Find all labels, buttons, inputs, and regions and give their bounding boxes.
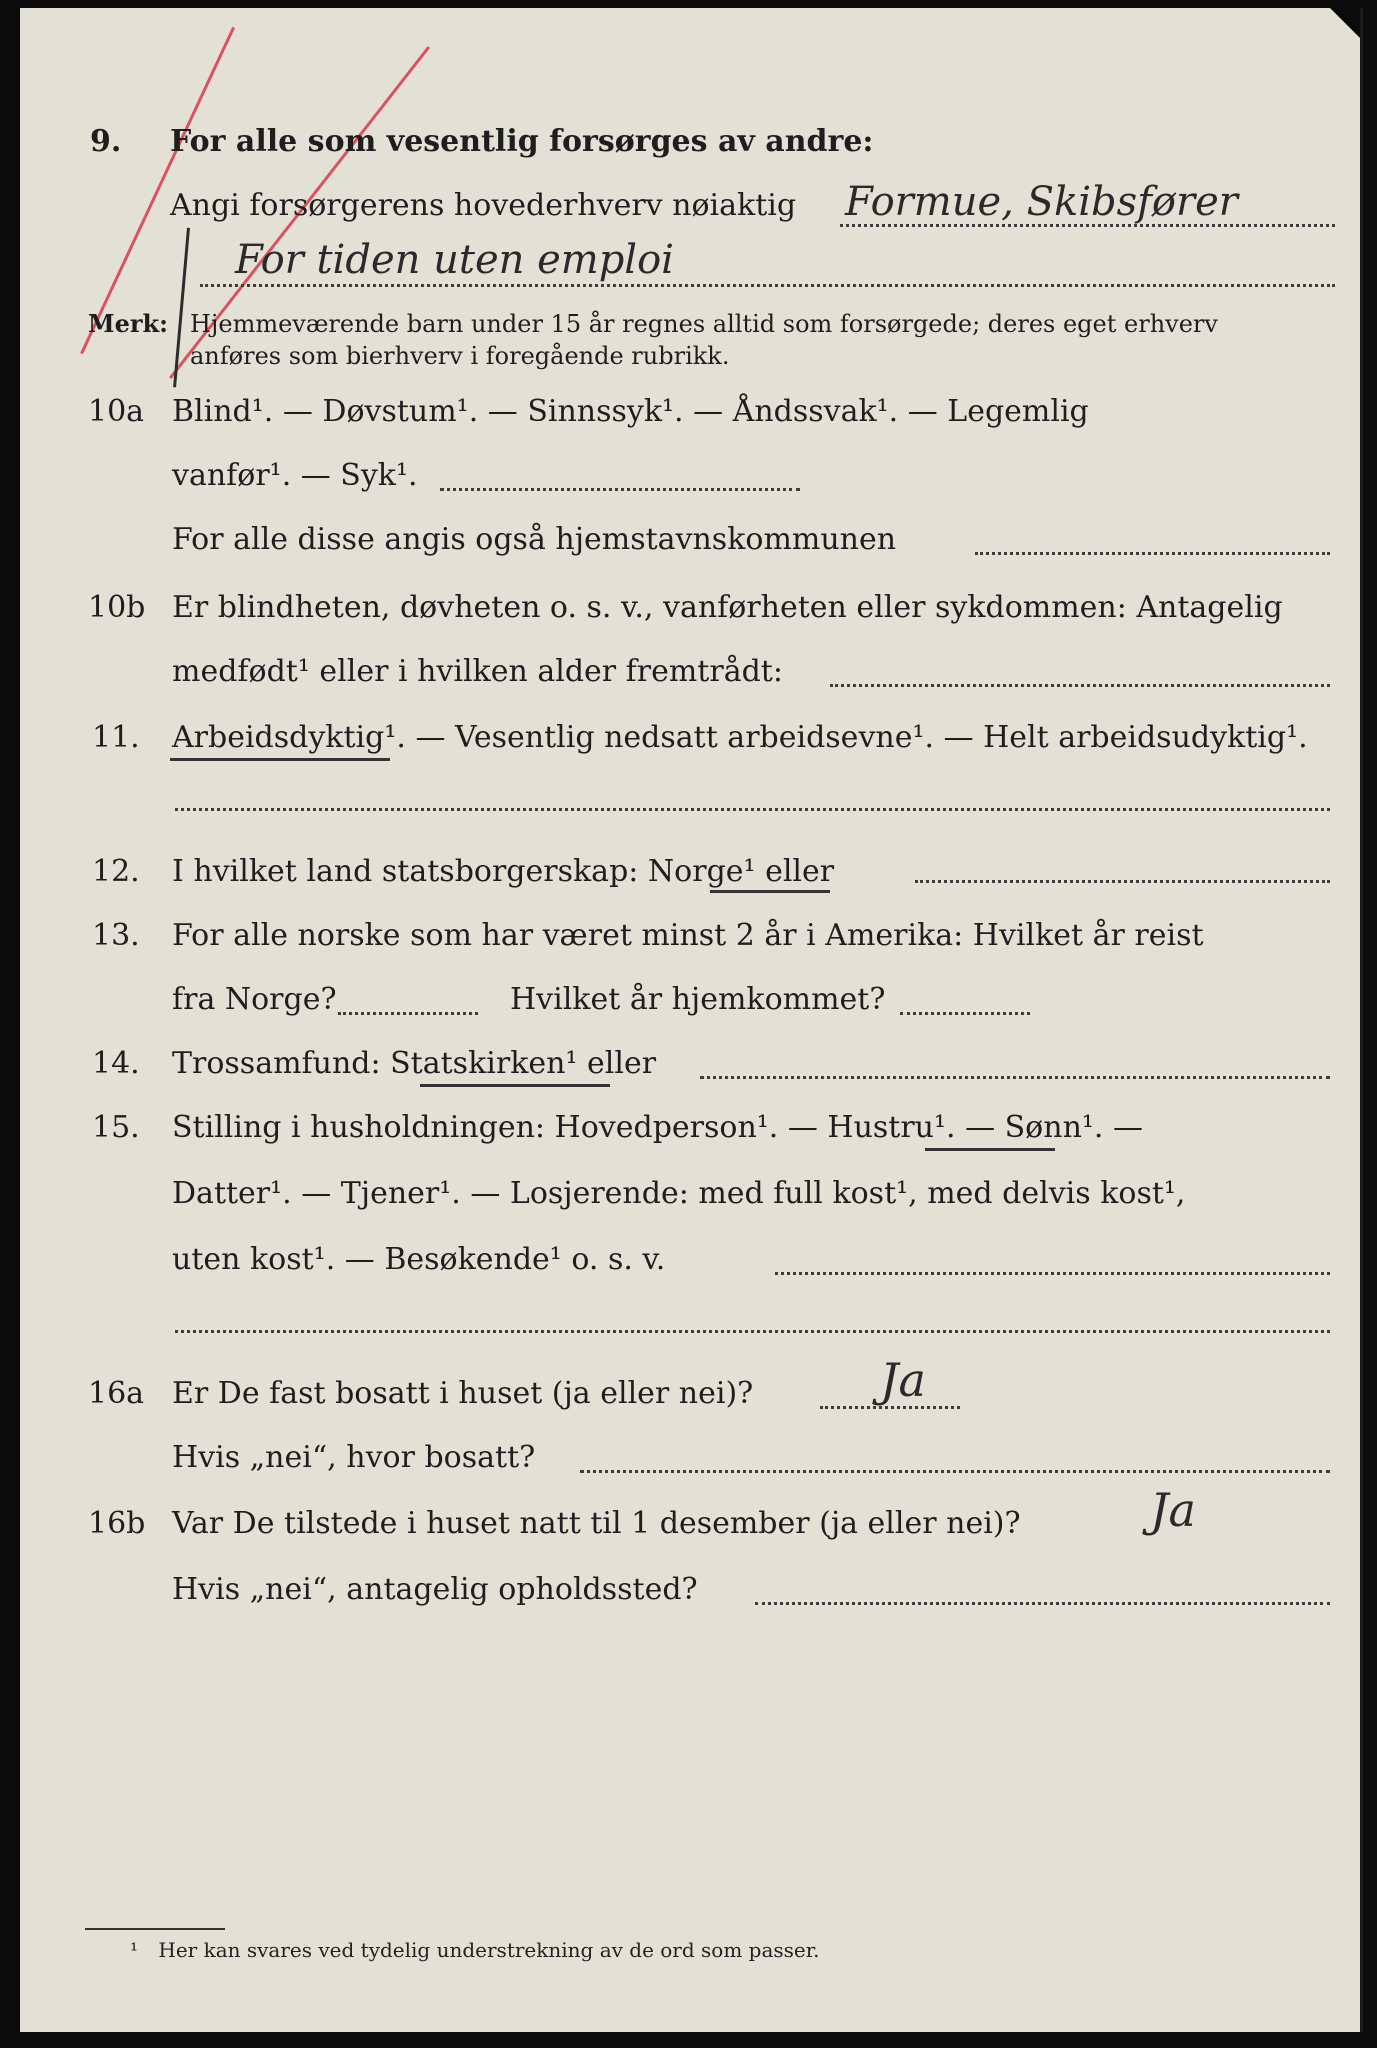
merk-label: Merk: [88, 309, 168, 338]
q10b-text-2: medfødt¹ eller i hvilken alder fremtrådt: [172, 654, 783, 689]
q15-row-2 [20, 1168, 1360, 1220]
q15-row-3 [20, 1234, 1360, 1286]
q16b-row-1 [20, 1483, 1360, 1550]
q9-answer-line-2 [200, 284, 1335, 287]
q10a-hometown-line [975, 552, 1330, 555]
q16a-row-1 [20, 1353, 1360, 1420]
q9-answer-line [840, 224, 1335, 227]
q16a-row-2 [20, 1432, 1360, 1484]
q13-text-1: For alle norske som har været minst 2 år i Amerika: Hvilket år reist [172, 918, 1204, 953]
q16b-answer[interactable]: Ja [1150, 1483, 1196, 1537]
q9-row-1 [20, 116, 1360, 168]
q9-occupation-answer[interactable]: Formue, Skibsfører [845, 179, 1238, 225]
q10a-text-3: For alle disse angis også hjemstavnskommunen [172, 522, 897, 557]
q12-number: 12. [92, 854, 140, 889]
q12-row-1 [20, 846, 1360, 898]
q10a-row-3 [20, 514, 1360, 566]
q13-left-line [338, 1012, 478, 1015]
q13-row-1 [20, 910, 1360, 962]
q10b-answer-line [830, 684, 1330, 687]
q12-underline-norge [710, 890, 830, 893]
q15-answer-line [775, 1272, 1330, 1275]
q9-heading: For alle som vesentlig forsørges av andre: [170, 124, 874, 159]
q16a-answer-line [820, 1406, 960, 1409]
q15-row-1 [20, 1102, 1360, 1154]
merk-text-1: Hjemmeværende barn under 15 år regnes alltid som forsørgede; deres eget erhverv [190, 310, 1218, 338]
q16b-row-2 [20, 1564, 1360, 1616]
q14-answer-line [700, 1076, 1330, 1079]
q16a-answer[interactable]: Ja [880, 1353, 926, 1407]
q15-answer-line-2 [175, 1330, 1330, 1333]
q11-text-1: Arbeidsdyktig¹. — Vesentlig nedsatt arbeidsevne¹. — Helt arbeidsudyktig¹. [172, 720, 1308, 755]
q16a-text-1: Er De fast bosatt i huset (ja eller nei)? [172, 1376, 754, 1411]
q11-row-1 [20, 712, 1360, 764]
q15-text-3: uten kost¹. — Besøkende¹ o. s. v. [172, 1242, 666, 1277]
q15-text-1: Stilling i husholdningen: Hovedperson¹. — Hustru¹. — Sønn¹. — [172, 1110, 1143, 1145]
q10b-number: 10b [88, 590, 146, 625]
footnote-text: Her kan svares ved tydelig understrekning av de ord som passer. [158, 1938, 820, 1962]
q9-number: 9. [90, 124, 122, 159]
q9-occupation-answer-2[interactable]: For tiden uten emploi [235, 237, 674, 283]
footnote [130, 1938, 819, 1962]
q13-text-2a: fra Norge? [172, 982, 337, 1017]
folded-corner [1330, 8, 1360, 38]
q10b-row-2 [20, 646, 1360, 698]
q16b-answer-line [755, 1602, 1330, 1605]
q16b-text-2: Hvis „nei“, antagelig opholdssted? [172, 1572, 698, 1607]
q10a-number: 10a [88, 394, 145, 429]
q11-number: 11. [92, 720, 140, 755]
q15-text-2: Datter¹. — Tjener¹. — Losjerende: med full kost¹, med delvis kost¹, [172, 1176, 1186, 1211]
footnote-rule [85, 1928, 225, 1930]
q10b-text-1: Er blindheten, døvheten o. s. v., vanførheten eller sykdommen: Antagelig [172, 590, 1283, 625]
q16a-residence-line [580, 1470, 1330, 1473]
q14-text-1: Trossamfund: Statskirken¹ eller [172, 1046, 657, 1081]
q15-number: 15. [92, 1110, 140, 1145]
footnote-mark: ¹ [130, 1938, 139, 1962]
q10a-answer-line [440, 488, 800, 491]
q16a-number: 16a [88, 1376, 145, 1411]
q9-occupation-label: Angi forsørgerens hovederhverv nøiaktig [170, 188, 797, 223]
q14-underline-statskirken [420, 1084, 610, 1087]
q16b-text-1: Var De tilstede i huset natt til 1 desember (ja eller nei)? [172, 1506, 1021, 1541]
q13-row-2 [20, 974, 1360, 1026]
q10a-row-1 [20, 386, 1360, 438]
q10b-row-1 [20, 582, 1360, 634]
q13-number: 13. [92, 918, 140, 953]
merk-row-2 [20, 330, 1360, 382]
q10a-row-2 [20, 450, 1360, 502]
q11-underline-arbeidsdyktig [170, 758, 390, 761]
q14-number: 14. [92, 1046, 140, 1081]
q16a-text-2: Hvis „nei“, hvor bosatt? [172, 1440, 536, 1475]
q12-text-1: I hvilket land statsborgerskap: Norge¹ eller [172, 854, 835, 889]
q14-row-1 [20, 1038, 1360, 1090]
q10a-text-1: Blind¹. — Døvstum¹. — Sinnssyk¹. — Åndssvak¹. — Legemlig [172, 394, 1089, 429]
q15-underline-hustru [925, 1148, 1055, 1151]
q13-text-2b: Hvilket år hjemkommet? [510, 982, 886, 1017]
q11-answer-line [175, 808, 1330, 811]
census-form-page [20, 8, 1363, 2032]
q13-right-line [900, 1012, 1030, 1015]
q12-answer-line [915, 880, 1330, 883]
q10a-text-2: vanfør¹. — Syk¹. [172, 458, 418, 493]
merk-text-2: anføres som bierhverv i foregående rubrikk. [190, 342, 730, 370]
q16b-number: 16b [88, 1506, 146, 1541]
